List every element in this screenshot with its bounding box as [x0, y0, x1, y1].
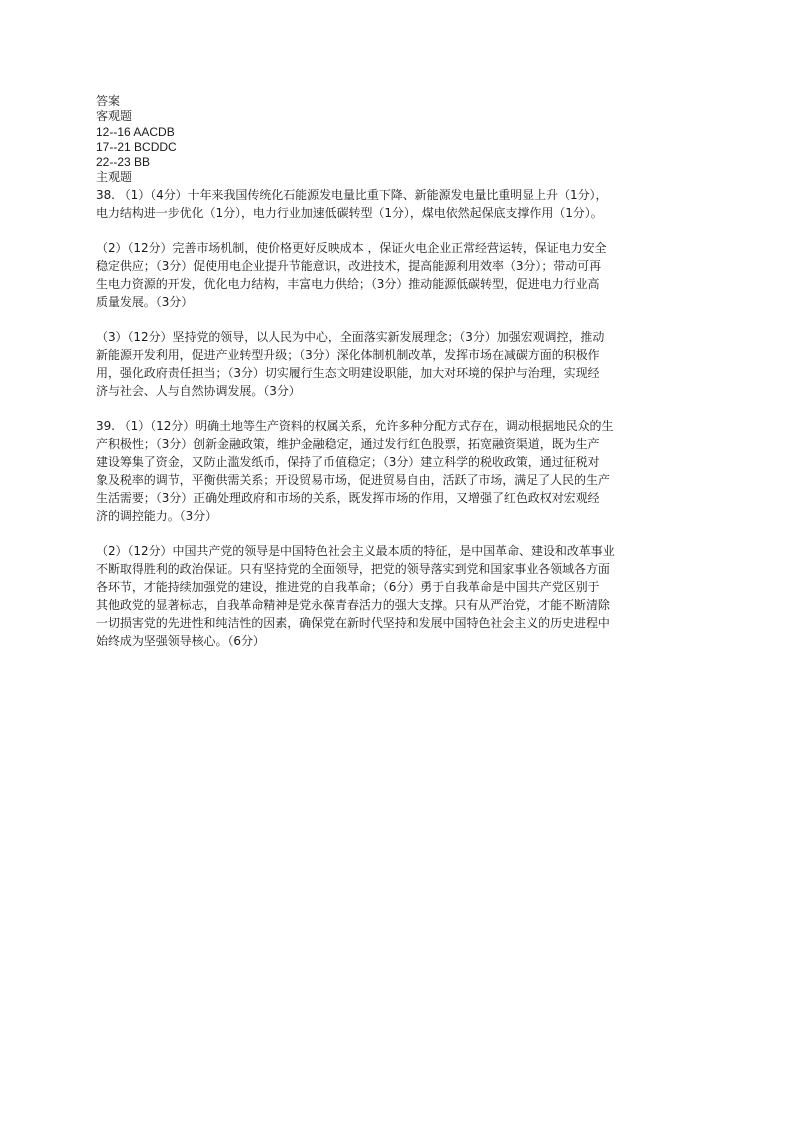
paragraph-line: 不断取得胜利的政治保证。只有坚持党的全面领导，把党的领导落实到党和国家事业各领域各方面 [96, 561, 610, 576]
paragraph-line: （3）（12分）坚持党的领导，以人民为中心，全面落实新发展理念；（3分）加强宏观调控，推动 [96, 329, 605, 344]
paragraph-line: 其他政党的显著标志，自我革命精神是党永葆青春活力的强大支撑。只有从严治党，才能不断清除 [96, 597, 610, 612]
answer-paragraph-38-1 [96, 186, 708, 222]
paragraph-line: 产积极性；（3分）创新金融政策，维护金融稳定，通过发行红色股票，拓宽融资渠道，既为生产 [96, 436, 600, 451]
paragraph-line: 38. （1）（4分）十年来我国传统化石能源发电量比重下降、新能源发电量比重明显上升（1分）， [96, 187, 608, 202]
paragraph-line: 质量发展。（3分） [96, 294, 194, 309]
paragraph-gap [96, 311, 708, 328]
paragraph-line: 济的调控能力。（3分） [96, 508, 218, 523]
paragraph-line: 各环节，才能持续加强党的建设，推进党的自我革命；（6分）勇于自我革命是中国共产党区别于 [96, 579, 600, 594]
paragraph-gap [96, 400, 708, 417]
document-title: 答案 [96, 94, 121, 108]
objective-answer-line: 22--23 BB [96, 155, 151, 170]
objective-answer-line: 12--16 AACDB [96, 124, 175, 139]
objective-section-label: 客观题 [96, 109, 133, 124]
subjective-section-label: 主观题 [96, 170, 133, 185]
paragraph-line: 始终成为坚强领导核心。（6分） [96, 633, 265, 648]
paragraph-line: （2）（12分）完善市场机制，使价格更好反映成本 ，保证火电企业正常经营运转，保证电力安全 [96, 240, 607, 255]
answer-paragraph-38-2 [96, 239, 708, 311]
paragraph-line: 济与社会、人与自然协调发展。（3分） [96, 383, 301, 398]
answer-paragraph-39-1 [96, 417, 708, 525]
paragraph-line: 新能源开发利用，促进产业转型升级；（3分）深化体制机制改革，发挥市场在减碳方面的积极作 [96, 347, 600, 362]
paragraph-line: （2）（12分）中国共产党的领导是中国特色社会主义最本质的特征，是中国革命、建设和改革事业 [96, 543, 615, 558]
answer-paragraph-39-2 [96, 542, 708, 650]
paragraph-line: 生电力资源的开发，优化电力结构，丰富电力供给；（3分）推动能源低碳转型，促进电力行业高 [96, 276, 600, 291]
paragraph-line: 用，强化政府责任担当；（3分）切实履行生态文明建设职能，加大对环境的保护与治理，实现经 [96, 365, 600, 380]
answer-paragraph-38-3 [96, 328, 708, 400]
paragraph-line: 稳定供应；（3分）促使用电企业提升节能意识，改进技术，提高能源利用效率（3分）；带动可再 [96, 258, 602, 273]
paragraph-gap [96, 525, 708, 542]
paragraph-line: 象及税率的调节，平衡供需关系；开设贸易市场，促进贸易自由，活跃了市场，满足了人民的生产 [96, 472, 610, 487]
paragraph-line: 建设筹集了资金，又防止滥发纸币，保持了币值稳定；（3分）建立科学的税收政策，通过征税对 [96, 454, 600, 469]
answer-document [96, 94, 708, 650]
objective-answer-line: 17--21 BCDDC [96, 139, 177, 154]
paragraph-line: 生活需要；（3分）正确处理政府和市场的关系，既发挥市场的作用，又增强了红色政权对宏观经 [96, 490, 600, 505]
paragraph-line: 一切损害党的先进性和纯洁性的因素，确保党在新时代坚持和发展中国特色社会主义的历史进程中 [96, 615, 610, 630]
paragraph-line: 电力结构进一步优化（1分），电力行业加速低碳转型（1分），煤电依然起保底支撑作用（1分）。 [96, 205, 603, 220]
paragraph-gap [96, 222, 708, 239]
paragraph-line: 39. （1）（12分）明确土地等生产资料的权属关系，允许多种分配方式存在，调动根据地民众的生 [96, 418, 614, 433]
